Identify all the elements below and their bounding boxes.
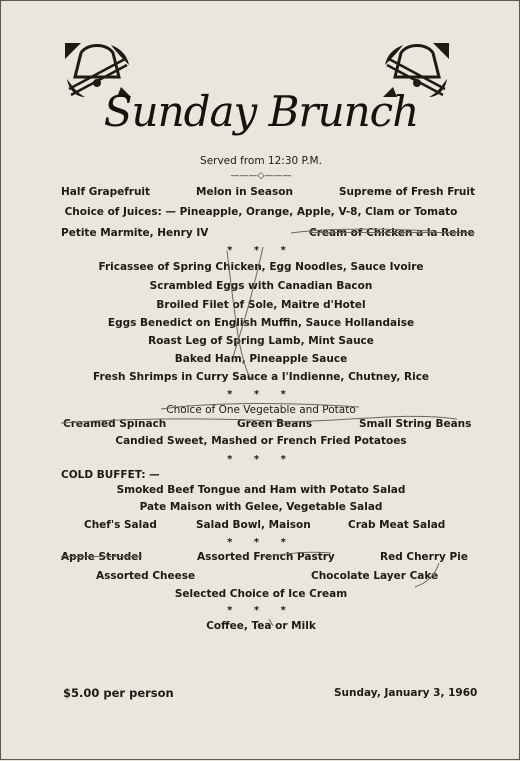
menu-item: Pate Maison with Gelee, Vegetable Salad — [139, 501, 383, 513]
menu-item: Assorted Cheese — [96, 570, 196, 582]
menu-item: Chocolate Layer Cake — [311, 570, 439, 582]
footer — [1, 685, 520, 701]
starters-row — [1, 184, 520, 200]
soups-row — [1, 225, 520, 241]
menu-item: Assorted French Pastry — [197, 551, 335, 563]
menu-item: Selected Choice of Ice Cream — [174, 588, 348, 600]
menu-item: Chef's Salad — [84, 519, 157, 531]
price: $5.00 per person — [63, 686, 174, 700]
menu-item: Coffee, Tea or Milk — [206, 620, 316, 632]
menu-item: Fresh Shrimps in Curry Sauce a l'Indienne, Chutney, Rice — [92, 371, 430, 383]
menu-item: Broiled Filet of Sole, Maitre d'Hotel — [156, 299, 366, 311]
vegetables-row — [1, 416, 520, 432]
menu-item: Petite Marmite, Henry IV — [61, 227, 209, 239]
divider-ornament: ———◇——— — [230, 171, 292, 181]
served-time: Served from 12:30 P.M. — [200, 155, 322, 167]
menu-item: Creamed Spinach — [63, 418, 167, 430]
section-separator: * * * — [227, 454, 295, 465]
desserts-row — [1, 549, 520, 565]
menu-item: Roast Leg of Spring Lamb, Mint Sauce — [148, 335, 374, 347]
section-separator: * * * — [227, 537, 295, 548]
menu-item: Crab Meat Salad — [348, 519, 446, 531]
menu-date: Sunday, January 3, 1960 — [334, 687, 478, 699]
menu-item: Candied Sweet, Mashed or French Fried Potatoes — [115, 435, 407, 447]
page-title: Sunday Brunch — [103, 87, 419, 136]
section-separator: * * * — [227, 389, 295, 400]
section-separator: * * * — [227, 245, 295, 256]
menu-item: Smoked Beef Tongue and Ham with Potato Salad — [116, 484, 406, 496]
salads-row — [1, 517, 520, 533]
menu-item: Salad Bowl, Maison — [196, 519, 311, 531]
cold-buffet-heading: COLD BUFFET: — — [61, 469, 160, 481]
menu-item: Half Grapefruit — [61, 186, 151, 198]
menu-item: Eggs Benedict on English Muffin, Sauce Hollandaise — [107, 317, 415, 329]
vegetable-heading: Choice of One Vegetable and Potato — [166, 404, 356, 416]
menu-item: Cream of Chicken a la Reine — [309, 227, 475, 239]
menu-item: Melon in Season — [196, 186, 293, 198]
menu-item: Small String Beans — [359, 418, 472, 430]
menu-item: Supreme of Fresh Fruit — [339, 186, 475, 198]
menu-item: Scrambled Eggs with Canadian Bacon — [149, 280, 373, 292]
menu-item: Green Beans — [237, 418, 313, 430]
juices-line: Choice of Juices: — Pineapple, Orange, Apple, V-8, Clam or Tomato — [64, 206, 458, 218]
menu-item: Fricassee of Spring Chicken, Egg Noodles, Sauce Ivoire — [98, 261, 424, 273]
menu-item: Baked Ham, Pineapple Sauce — [174, 353, 348, 365]
menu-item: Red Cherry Pie — [380, 551, 468, 563]
desserts-row — [1, 568, 520, 584]
section-separator: * * * — [227, 605, 295, 616]
menu-item: Apple Strudel — [61, 551, 143, 563]
